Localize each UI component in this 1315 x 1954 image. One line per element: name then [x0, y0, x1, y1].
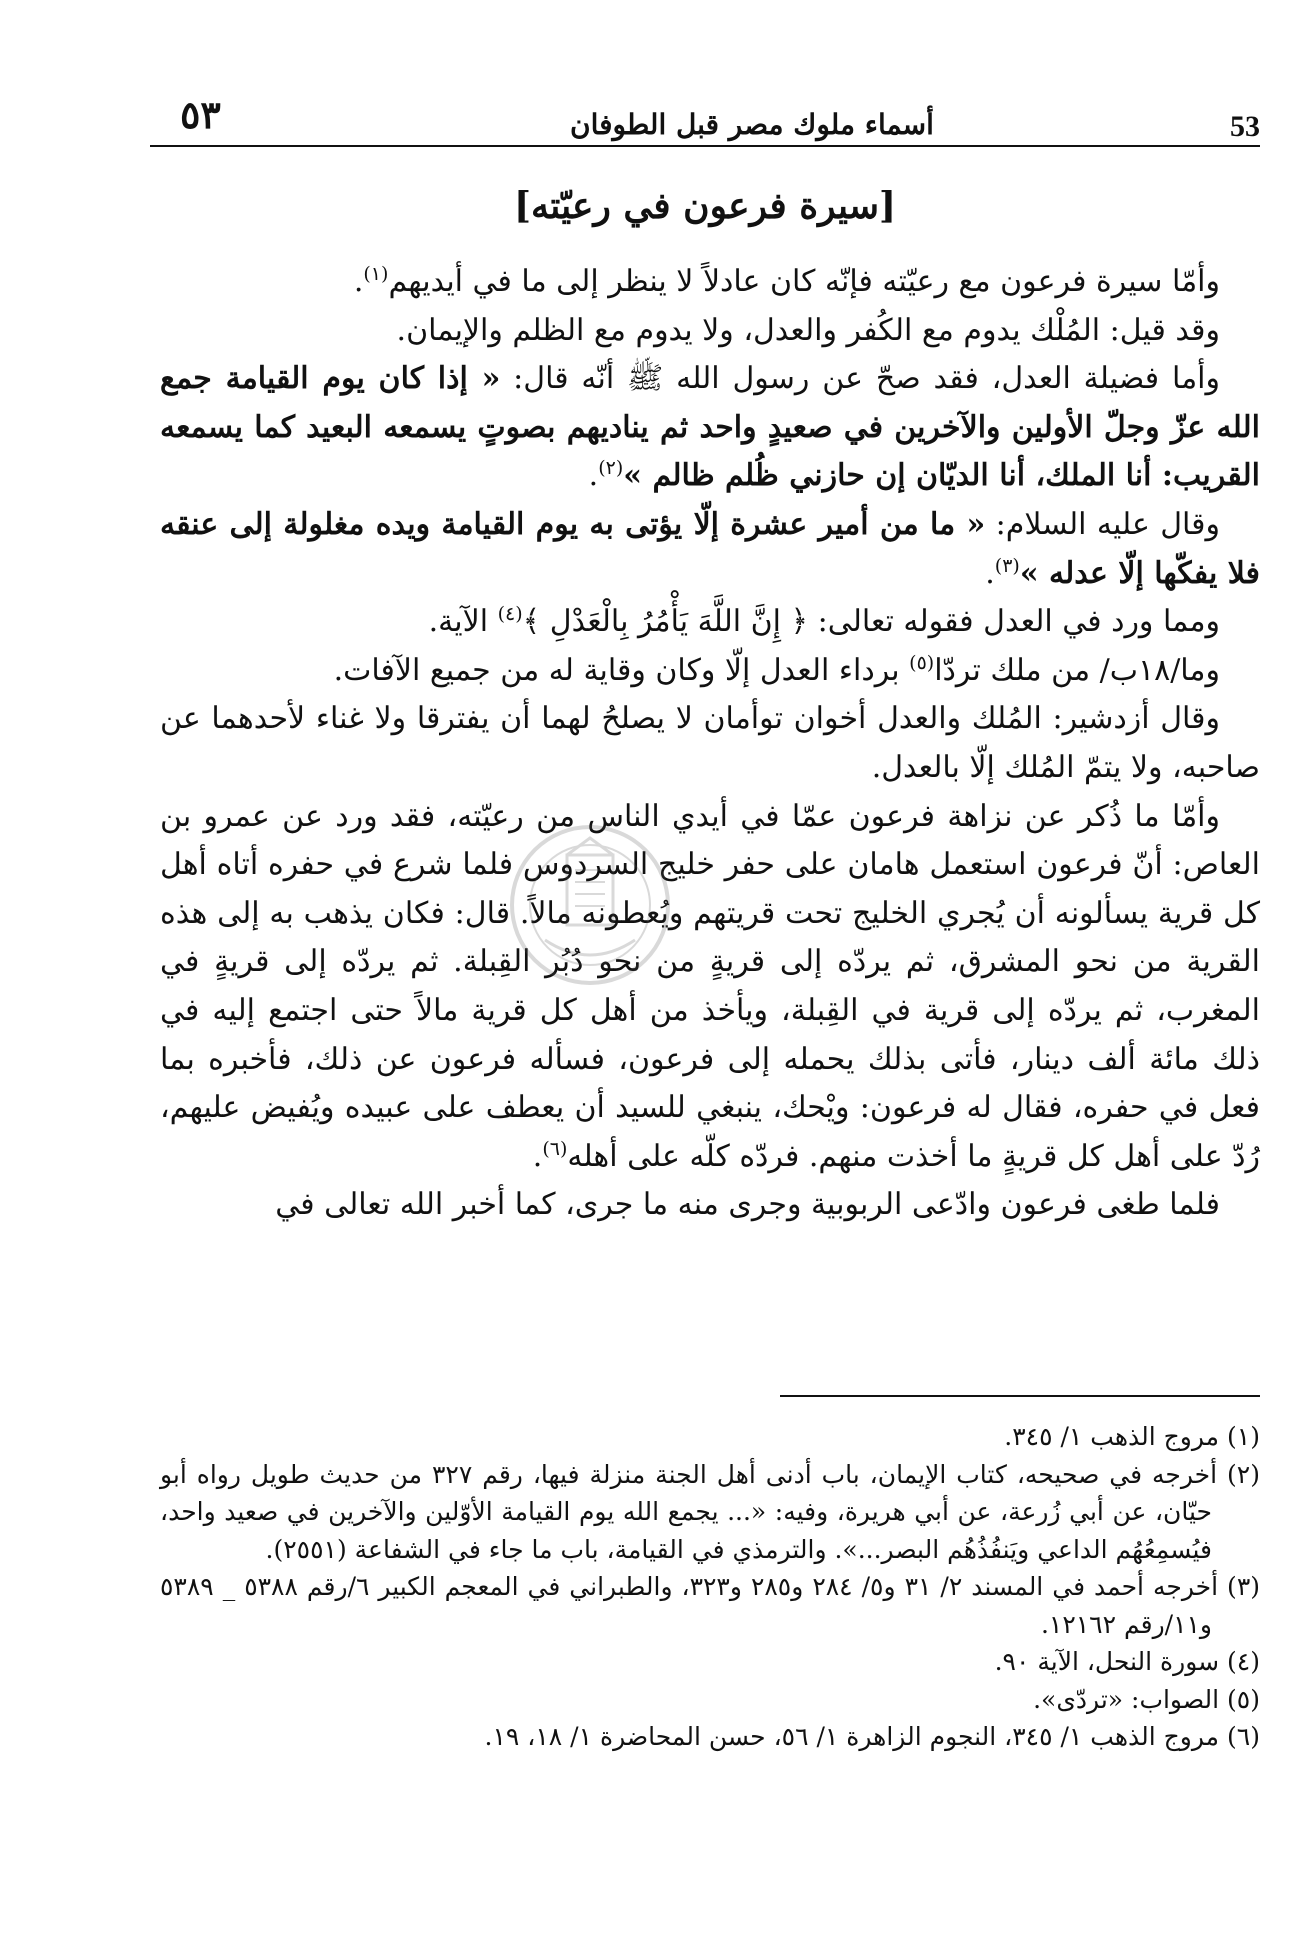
- paragraph: وأما فضيلة العدل، فقد صحّ عن رسول الله ﷺ أنّه قال: « إذا كان يوم القيامة جمع الله عزّ وجلّ الأولين والآخرين في صعيدٍ واحد ثم يناديهم بصوتٍ يسمعه البعيد كما يسمعه القريب: أنا الملك، أنا الديّان إن حازني ظُلم ظالم »$^{(٢)}$.: [160, 361, 1260, 494]
- hadith-quote: « ما من أمير عشرة إلّا يؤتى به يوم القيامة ويده مغلولة إلى عنقه فلا يفكّها إلّا عدله »: [160, 506, 1260, 591]
- paragraph: وقال عليه السلام: « ما من أمير عشرة إلّا يؤتى به يوم القيامة ويده مغلولة إلى عنقه فلا يفكّها إلّا عدله »$^{(٣)}$.: [160, 506, 1260, 591]
- page-number-latin: 53: [1230, 110, 1260, 143]
- paragraph: وما/١٨ب/ من ملك تردّا$^{(٥)}$ برداء العدل إلّا وكان وقاية له من جميع الآفات.: [333, 651, 1220, 688]
- footnotes: [160, 1418, 1260, 1756]
- paragraph: ومما ورد في العدل فقوله تعالى: ﴿ إِنَّ اللَّهَ يَأْمُرُ بِالْعَدْلِ ﴾$^{(٤)}$ الآية.: [428, 603, 1220, 640]
- footnote: (٤) سورة النحل، الآية ٩٠.: [994, 1647, 1260, 1676]
- note-ref: (٣): [994, 554, 1020, 577]
- footnote: (٦) مروج الذهب ١/ ٣٤٥، النجوم الزاهرة ١/ ٥٦، حسن المحاضرة ١/ ١٨، ١٩.: [484, 1722, 1260, 1751]
- footnote: (٣) أخرجه أحمد في المسند ٢/ ٣١ و٥/ ٢٨٤ و٢٨٥ و٣٢٣، والطبراني في المعجم الكبير ٦/رقم ٥٣٨٨ _ ٥٣٨٩ و١١/رقم ١٢١٦٢.: [160, 1572, 1261, 1639]
- footnote: (١) مروج الذهب ١/ ٣٤٥.: [1004, 1422, 1260, 1451]
- hadith-quote: « إذا كان يوم القيامة جمع الله عزّ وجلّ الأولين والآخرين في صعيدٍ واحد ثم يناديهم بصوتٍ يسمعه البعيد كما يسمعه القريب: أنا الملك، أنا الديّان إن حازني ظُلم ظالم »: [160, 361, 1260, 494]
- paragraph: وأمّا سيرة فرعون مع رعيّته فإنّه كان عادلاً لا ينظر إلى ما في أيديهم$^{(١)}$.: [353, 263, 1220, 299]
- page-number-arabic: ٥٣: [180, 92, 221, 137]
- paragraph: وأمّا ما ذُكر عن نزاهة فرعون عمّا في أيدي الناس من رعيّته، فقد ورد عن عمرو بن العاص: أنّ فرعون استعمل هامان على حفر خليج السردوس فلما شرع في حفره أتاه أهل كل قرية يسألونه أن يُجري الخليج تحت قريتهم ويُعطونه مالاً. قال: فكان يذهب به إلى هذه القرية من نحو المشرق، ثم يردّه إلى قريةٍ من نحو دُبُر القِبلة. ثم يردّه إلى قريةٍ في المغرب، ثم يردّه إلى قرية في القِبلة، ويأخذ من أهل كل قرية مالاً حتى اجتمع إليه في ذلك مائة ألف دينار، فأتى بذلك يحمله إلى فرعون، فسأله فرعون عن ذلك، فأخبره بما فعل في حفره، فقال له فرعون: ويْحك، ينبغي للسيد أن يعطف على عبيده ويُفيض عليهم، رُدّ على أهل كل قريةٍ ما أخذت منهم. فردّه كلّه على أهله$^{(٦)}$.: [160, 798, 1260, 1174]
- paragraph: وقد قيل: المُلْك يدوم مع الكُفر والعدل، ولا يدوم مع الظلم والإيمان.: [396, 312, 1220, 348]
- section-heading: [سيرة فرعون في رعيّته]: [513, 185, 897, 227]
- header-rule: [150, 145, 1260, 147]
- footnote-rule: [780, 1395, 1260, 1397]
- paragraph: فلما طغى فرعون وادّعى الربوبية وجرى منه ما جرى، كما أخبر الله تعالى في: [275, 1187, 1220, 1223]
- note-ref: (٢): [598, 457, 624, 480]
- library-seal-watermark: [505, 820, 675, 990]
- running-title: أسماء ملوك مصر قبل الطوفان: [570, 108, 934, 141]
- paragraph: وقال أزدشير: المُلك والعدل أخوان توأمان لا يصلحُ لهما أن يفترقا ولا غناء لأحدهما عن صاحبه، ولا يتمّ المُلك إلّا بالعدل.: [160, 701, 1260, 785]
- note-ref: (١): [363, 263, 389, 285]
- running-header: [150, 92, 1260, 152]
- footnote: (٢) أخرجه في صحيحه، كتاب الإيمان، باب أدنى أهل الجنة منزلة فيها، رقم ٣٢٧ من حديث طويل رواه أبو حيّان، عن أبي زُرعة، عن أبي هريرة، وفيه: «... يجمع الله يوم القيامة الأوّلين والآخرين في صعيد واحد، فيُسمِعُهُم الداعي ويَنفُذُهُم البصر...». والترمذي في القيامة، باب ما جاء في الشفاعة (٢٥٥١).: [160, 1459, 1260, 1564]
- note-ref: (٦): [542, 1137, 568, 1160]
- note-ref: (٥): [909, 651, 935, 674]
- note-ref: (٤): [497, 603, 523, 626]
- footnote: (٥) الصواب: «تردّى».: [1033, 1684, 1260, 1714]
- body-text: [160, 258, 1260, 1230]
